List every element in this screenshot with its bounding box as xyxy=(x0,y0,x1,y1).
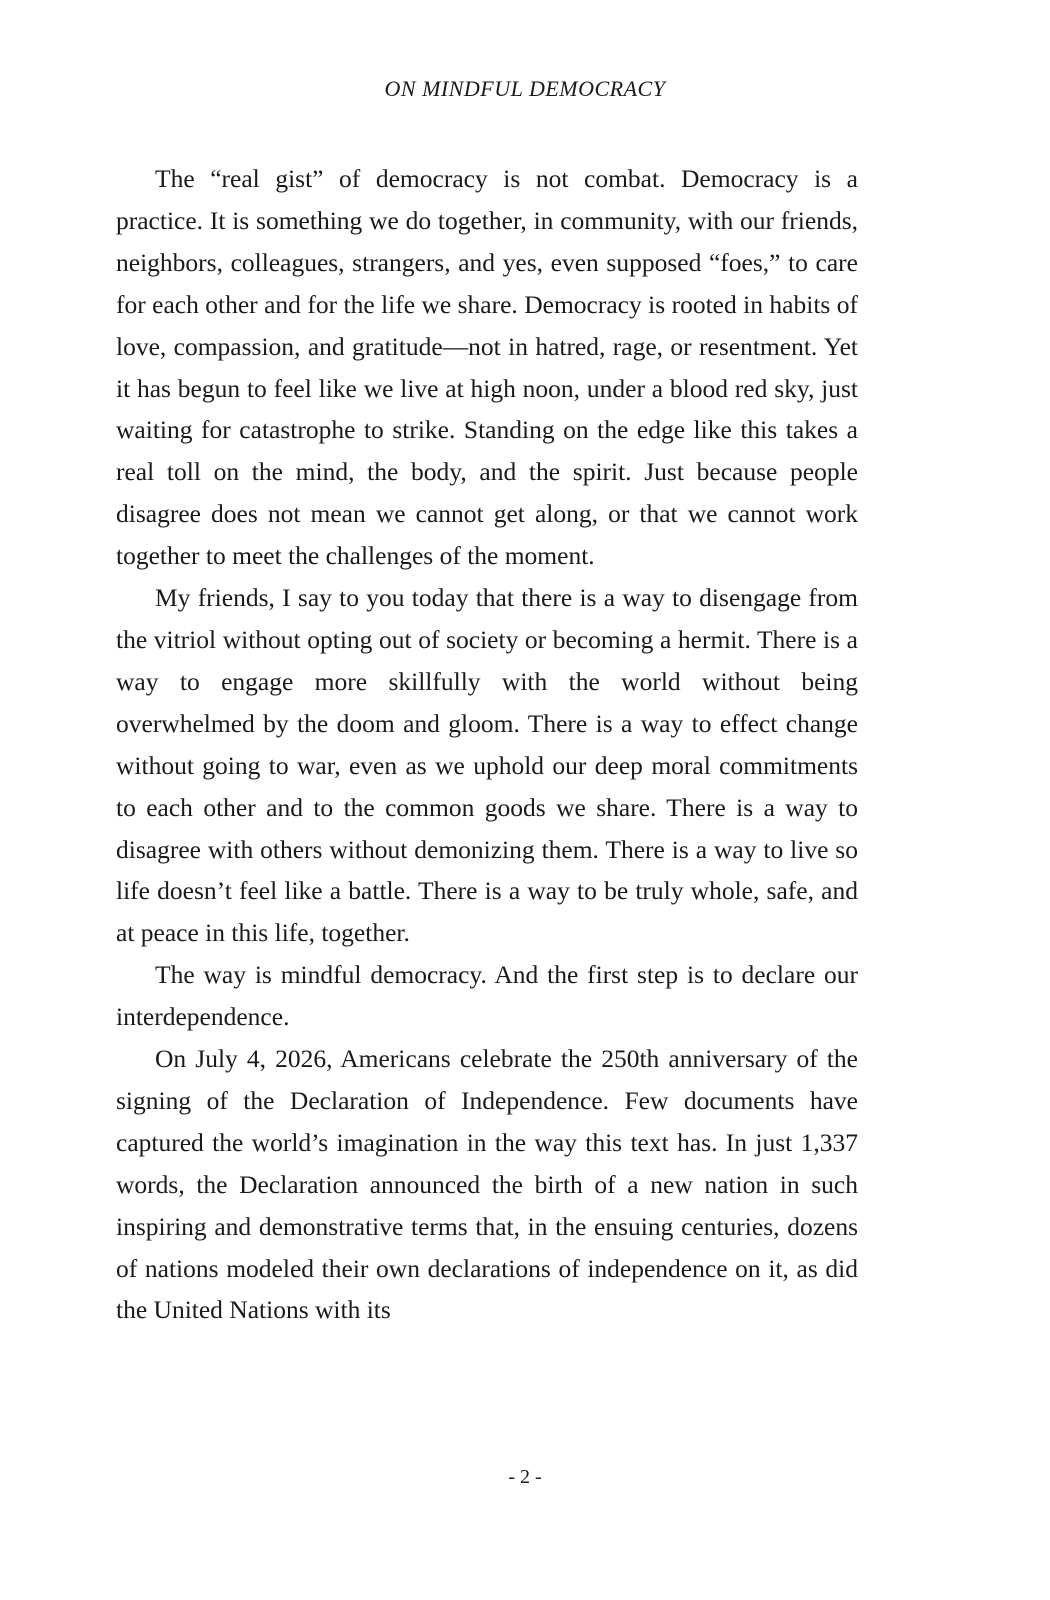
paragraph: My friends, I say to you today that there is a way to disengage from the vitriol without opting out of society or becoming a hermit. There is a way to engage more skillfully with the world without being overwhelmed by the doom and gloom. There is a way to effect change without going to war, even as we uphold our deep moral commitments to each other and to the common goods we share. There is a way to disagree with others without demonizing them. There is a way to live so life doesn’t feel like a battle. There is a way to be truly whole, safe, and at peace in this life, together. xyxy=(116,583,858,948)
running-head-title: ON MINDFUL DEMOCRACY xyxy=(384,76,666,101)
paragraph: On July 4, 2026, Americans celebrate the 250th anniversary of the signing of the Declaration of Independence. Few documents have captured the world’s imagination in the way this text has. In just 1,337 words, the Declaration announced the birth of a new nation in such inspiring and demonstrative terms that, in the ensuing centuries, dozens of nations modeled their own declarations of independence on it, as did the United Nations with its xyxy=(116,1044,858,1325)
paragraph: The “real gist” of democracy is not combat. Democracy is a practice. It is something we do together, in community, with our friends, neighbors, colleagues, strangers, and yes, even supposed “foes,” to care for each other and for the life we share. Democracy is rooted in habits of love, compassion, and gratitude—not in hatred, rage, or resentment. Yet it has begun to feel like we live at high noon, under a blood red sky, just waiting for catastrophe to strike. Standing on the edge like this takes a real toll on the mind, the body, and the spirit. Just because people disagree does not mean we cannot get along, or that we cannot work together to meet the challenges of the moment. xyxy=(116,164,858,571)
paragraph: The way is mindful democracy. And the first step is to declare our interdependence. xyxy=(116,960,858,1032)
body-text xyxy=(116,158,858,1331)
page-number: - 2 - xyxy=(508,1466,542,1488)
